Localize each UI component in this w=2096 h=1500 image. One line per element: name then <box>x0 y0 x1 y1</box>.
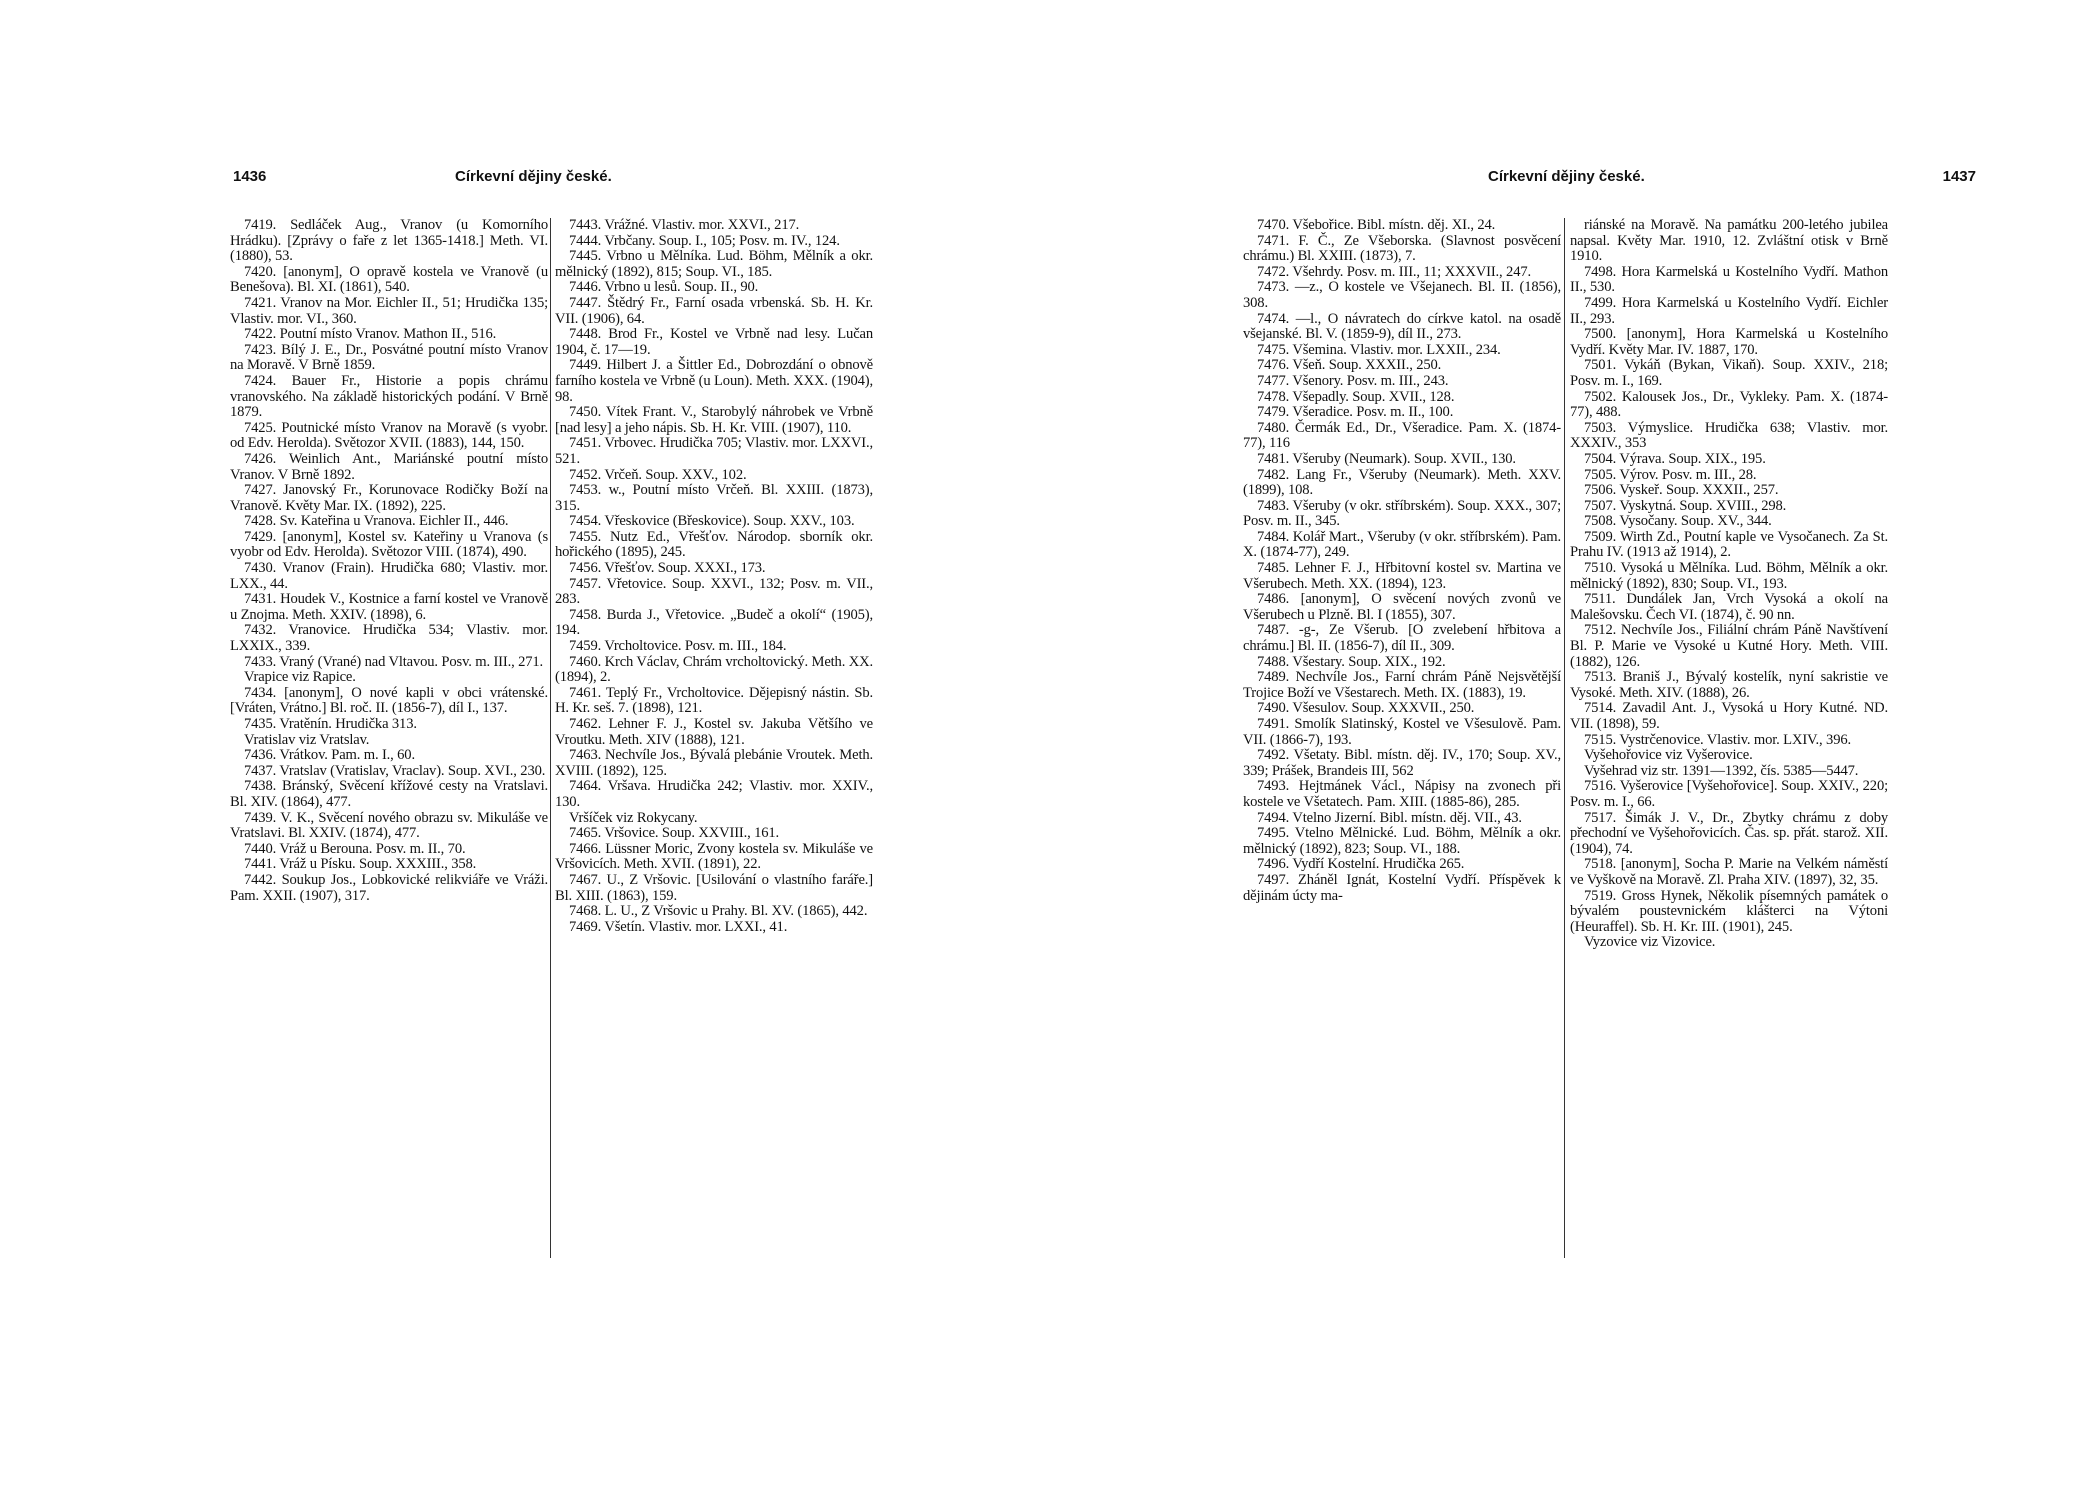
bibliography-entry: 7497. Zháněl Ignát, Kostelní Vydří. Příspěvek k dějinám úcty ma- <box>1243 871 1561 904</box>
bibliography-entry: 7471. F. Č., Ze Všeborska. (Slavnost posvěcení chrámu.) Bl. XXIII. (1873), 7. <box>1243 232 1561 265</box>
bibliography-entry: 7431. Houdek V., Kostnice a farní kostel ve Vranově u Znojma. Meth. XXIV. (1898), 6. <box>230 591 548 623</box>
bibliography-entry: 7475. Všemina. Vlastiv. mor. LXXII., 234. <box>1257 341 1501 358</box>
bibliography-entry: 7501. Vykáň (Bykan, Vikaň). Soup. XXIV., 218; Posv. m. I., 169. <box>1570 357 1888 389</box>
bibliography-entry: 7448. Brod Fr., Kostel ve Vrbně nad lesy. Lučan 1904, č. 17—19. <box>555 326 873 358</box>
bibliography-entry: 7519. Gross Hynek, Několik písemných památek o bývalém poustevnickém klášterci na Výtoni (Heuraffel). Sb. H. Kr. III. (1901), 245. <box>1570 887 1888 935</box>
bibliography-entry: 7481. Všeruby (Neumark). Soup. XVII., 130. <box>1257 450 1516 467</box>
bibliography-entry: 7451. Vrbovec. Hrudička 705; Vlastiv. mor. LXXVI., 521. <box>555 435 873 467</box>
text-column-2 <box>555 218 873 935</box>
bibliography-entry: 7460. Krch Václav, Chrám vrcholtovický. Meth. XX. (1894), 2. <box>555 653 873 686</box>
bibliography-entry: 7461. Teplý Fr., Vrcholtovice. Dějepisný nástin. Sb. H. Kr. seš. 7. (1898), 121. <box>555 684 873 717</box>
bibliography-entry: 7493. Hejtmánek Václ., Nápisy na zvonech při kostele ve Všetatech. Pam. XIII. (1885-86), 285. <box>1243 778 1561 810</box>
page-number-left: 1436 <box>233 168 267 185</box>
bibliography-entry: 7476. Všeň. Soup. XXXII., 250. <box>1257 357 1442 374</box>
bibliography-entry: 7469. Všetín. Vlastiv. mor. LXXI., 41. <box>569 918 788 935</box>
bibliography-entry: 7485. Lehner F. J., Hřbitovní kostel sv. Martina ve Všerubech. Meth. XX. (1894), 123. <box>1243 560 1561 592</box>
bibliography-entry: 7511. Dundálek Jan, Vrch Vysoká a okolí na Malešovsku. Čech VI. (1874), č. 90 nn. <box>1570 591 1888 623</box>
bibliography-entry: 7500. [anonym], Hora Karmelská u Kostelního Vydří. Květy Mar. IV. 1887, 170. <box>1570 326 1888 358</box>
bibliography-entry: 7430. Vranov (Frain). Hrudička 680; Vlastiv. mor. LXX., 44. <box>230 560 548 592</box>
bibliography-entry: 7466. Lüssner Moric, Zvony kostela sv. Mikuláše ve Vršovicích. Meth. XVII. (1891), 22. <box>555 840 873 873</box>
bibliography-entry: 7470. Všebořice. Bibl. místn. děj. XI., 24. <box>1257 217 1496 233</box>
bibliography-entry: 7517. Šimák J. V., Dr., Zbytky chrámu z doby přechodní ve Vyšehořovicích. Čas. sp. přát. starož. XII. (1904), 74. <box>1570 809 1888 857</box>
bibliography-entry: 7463. Nechvíle Jos., Bývalá plebánie Vroutek. Meth. XVIII. (1892), 125. <box>555 747 873 779</box>
bibliography-entry: 7442. Soukup Jos., Lobkovické relikviáře ve Vráži. Pam. XXII. (1907), 317. <box>230 871 548 904</box>
bibliography-entry: 7504. Výrava. Soup. XIX., 195. <box>1584 450 1766 467</box>
bibliography-entry: 7468. L. U., Z Vršovic u Prahy. Bl. XV. (1865), 442. <box>569 903 868 920</box>
text-column-1 <box>230 218 548 904</box>
bibliography-entry: 7429. [anonym], Kostel sv. Kateřiny u Vranova (s vyobr od Edv. Herolda). Světozor VIII. (1874), 490. <box>230 528 548 561</box>
running-title-left: Církevní dějiny české. <box>455 168 612 185</box>
bibliography-entry: 7492. Všetaty. Bibl. místn. děj. IV., 170; Soup. XV., 339; Prášek, Brandeis III, 562 <box>1243 747 1561 779</box>
bibliography-entry: 7518. [anonym], Socha P. Marie na Velkém náměstí ve Vyškově na Moravě. Zl. Praha XIV. (1897), 32, 35. <box>1570 856 1888 888</box>
bibliography-entry: Vyšehořovice viz Vyšerovice. <box>1584 747 1753 764</box>
bibliography-entry: 7446. Vrbno u lesů. Soup. II., 90. <box>569 279 759 296</box>
bibliography-entry: 7512. Nechvíle Jos., Filiální chrám Páně Navštívení Bl. P. Marie ve Vysoké u Kutné Hory. Meth. VIII. (1882), 126. <box>1570 622 1888 670</box>
bibliography-entry: 7482. Lang Fr., Všeruby (Neumark). Meth. XXV. (1899), 108. <box>1243 466 1561 499</box>
right-page-header <box>1048 168 2096 192</box>
bibliography-entry: 7472. Všehrdy. Posv. m. III., 11; XXXVII., 247. <box>1257 263 1531 280</box>
bibliography-entry: 7502. Kalousek Jos., Dr., Vykleky. Pam. X. (1874-77), 488. <box>1570 388 1888 421</box>
bibliography-entry: 7436. Vrátkov. Pam. m. I., 60. <box>244 747 415 764</box>
bibliography-entry: Vyzovice viz Vizovice. <box>1584 934 1716 951</box>
bibliography-entry: 7433. Vraný (Vrané) nad Vltavou. Posv. m. III., 271. <box>244 653 544 670</box>
column-divider-right <box>1564 218 1565 1258</box>
left-page-header <box>0 168 1048 192</box>
bibliography-entry: 7441. Vráž u Písku. Soup. XXXIII., 358. <box>244 856 477 873</box>
bibliography-entry: 7465. Vršovice. Soup. XXVIII., 161. <box>569 825 780 842</box>
bibliography-entry: 7467. U., Z Vršovic. [Usilování o vlastního faráře.] Bl. XIII. (1863), 159. <box>555 871 873 904</box>
bibliography-entry: Vršíček viz Rokycany. <box>569 809 698 826</box>
bibliography-entry: 7420. [anonym], O opravě kostela ve Vranově (u Benešova). Bl. XI. (1861), 540. <box>230 263 548 296</box>
bibliography-entry: 7498. Hora Karmelská u Kostelního Vydří. Mathon II., 530. <box>1570 263 1888 296</box>
bibliography-entry: Vratislav viz Vratslav. <box>244 731 370 748</box>
bibliography-entry: 7484. Kolář Mart., Všeruby (v okr. stříbrském). Pam. X. (1874-77), 249. <box>1243 528 1561 561</box>
bibliography-entry: 7419. Sedláček Aug., Vranov (u Komorního Hrádku). [Zprávy o faře z let 1365-1418.] Meth. VI. (1880), 53. <box>230 217 548 265</box>
bibliography-entry: 7459. Vrcholtovice. Posv. m. III., 184. <box>569 638 787 655</box>
bibliography-entry: 7428. Sv. Kateřina u Vranova. Eichler II., 446. <box>244 513 509 530</box>
bibliography-entry: 7423. Bílý J. E., Dr., Posvátné poutní místo Vranov na Moravě. V Brně 1859. <box>230 341 548 374</box>
bibliography-entry: 7456. Vřešťov. Soup. XXXI., 173. <box>569 560 766 577</box>
bibliography-entry: 7478. Všepadly. Soup. XVII., 128. <box>1257 388 1455 405</box>
bibliography-entry: 7427. Janovský Fr., Korunovace Rodičky Boží na Vranově. Květy Mar. IX. (1892), 225. <box>230 482 548 514</box>
bibliography-entry: 7490. Všesulov. Soup. XXXVII., 250. <box>1257 700 1475 717</box>
bibliography-entry: 7505. Výrov. Posv. m. III., 28. <box>1584 466 1757 483</box>
text-column-3 <box>1243 218 1561 904</box>
bibliography-entry: 7422. Poutní místo Vranov. Mathon II., 516. <box>244 326 497 343</box>
bibliography-entry: 7434. [anonym], O nové kapli v obci vrátenské. [Vráten, Vrátno.] Bl. roč. II. (1856-7), díl I., 137. <box>230 684 548 717</box>
bibliography-entry: 7447. Štědrý Fr., Farní osada vrbenská. Sb. H. Kr. VII. (1906), 64. <box>555 294 873 327</box>
bibliography-entry: 7453. w., Poutní místo Vrčeň. Bl. XXIII. (1873), 315. <box>555 482 873 514</box>
bibliography-entry: 7514. Zavadil Ant. J., Vysoká u Hory Kutné. ND. VII. (1898), 59. <box>1570 700 1888 732</box>
bibliography-entry: 7452. Vrčeň. Soup. XXV., 102. <box>569 466 747 483</box>
bibliography-entry: 7445. Vrbno u Mělníka. Lud. Böhm, Mělník a okr. mělnický (1892), 815; Soup. VI., 185. <box>555 248 873 280</box>
bibliography-entry: 7483. Všeruby (v okr. stříbrském). Soup. XXX., 307; Posv. m. II., 345. <box>1243 497 1561 530</box>
bibliography-entry: Vyšehrad viz str. 1391—1392, čís. 5385—5447. <box>1584 762 1859 779</box>
bibliography-entry: 7458. Burda J., Vřetovice. „Budeč a okolí“ (1905), 194. <box>555 606 873 639</box>
bibliography-entry: 7457. Vřetovice. Soup. XXVI., 132; Posv. m. VII., 283. <box>555 575 873 608</box>
bibliography-entry: 7464. Vršava. Hrudička 242; Vlastiv. mor. XXIV., 130. <box>555 778 873 810</box>
bibliography-entry: 7462. Lehner F. J., Kostel sv. Jakuba Většího ve Vroutku. Meth. XIV (1888), 121. <box>555 716 873 748</box>
bibliography-entry: 7443. Vrážné. Vlastiv. mor. XXVI., 217. <box>569 217 800 233</box>
bibliography-entry: 7506. Vyskeř. Soup. XXXII., 257. <box>1584 482 1779 499</box>
bibliography-entry: 7439. V. K., Svěcení nového obrazu sv. Mikuláše ve Vratslavi. Bl. XXIV. (1874), 477. <box>230 809 548 842</box>
bibliography-entry: 7503. Výmyslice. Hrudička 638; Vlastiv. mor. XXXIV., 353 <box>1570 419 1888 452</box>
bibliography-entry: 7449. Hilbert J. a Šittler Ed., Dobrozdání o obnově farního kostela ve Vrbně (u Loun). Meth. XXX. (1904), 98. <box>555 357 873 405</box>
bibliography-entry: 7509. Wirth Zd., Poutní kaple ve Vysočanech. Za St. Prahu IV. (1913 až 1914), 2. <box>1570 528 1888 561</box>
bibliography-entry: 7480. Čermák Ed., Dr., Všeradice. Pam. X. (1874-77), 116 <box>1243 419 1561 452</box>
bibliography-entry: 7435. Vratěnín. Hrudička 313. <box>244 716 417 732</box>
bibliography-entry: 7495. Vtelno Mělnické. Lud. Böhm, Mělník a okr. mělnický (1892), 823; Soup. VI., 188. <box>1243 825 1561 857</box>
bibliography-entry: 7487. -g-, Ze Všerub. [O zvelebení hřbitova a chrámu.] Bl. II. (1856-7), díl II., 309. <box>1243 622 1561 655</box>
bibliography-entry: riánské na Moravě. Na památku 200-letého jubilea napsal. Květy Mar. 1910, 12. Zvláštní otisk v Brně 1910. <box>1570 217 1888 265</box>
bibliography-entry: 7454. Vřeskovice (Břeskovice). Soup. XXV., 103. <box>569 513 855 530</box>
bibliography-entry: 7507. Vyskytná. Soup. XVIII., 298. <box>1584 497 1787 514</box>
bibliography-entry: Vrapice viz Rapice. <box>244 669 356 686</box>
bibliography-entry: 7438. Bránský, Svěcení křížové cesty na Vratslavi. Bl. XIV. (1864), 477. <box>230 778 548 810</box>
bibliography-entry: 7426. Weinlich Ant., Mariánské poutní místo Vranov. V Brně 1892. <box>230 450 548 483</box>
running-title-right: Církevní dějiny české. <box>1488 168 1645 185</box>
bibliography-entry: 7437. Vratslav (Vratislav, Vraclav). Soup. XVI., 230. <box>244 762 546 779</box>
bibliography-entry: 7474. —l., O návratech do církve katol. na osadě všejanské. Bl. V. (1859-9), díl II., 273. <box>1243 310 1561 343</box>
bibliography-entry: 7513. Braniš J., Bývalý kostelík, nyní sakristie ve Vysoké. Meth. XIV. (1888), 26. <box>1570 669 1888 701</box>
bibliography-entry: 7425. Poutnické místo Vranov na Moravě (s vyobr. od Edv. Herolda). Světozor XVII. (1883), 144, 150. <box>230 419 548 452</box>
text-column-4 <box>1570 218 1888 951</box>
bibliography-entry: 7486. [anonym], O svěcení nových zvonů ve Všerubech u Plzně. Bl. I (1855), 307. <box>1243 591 1561 623</box>
bibliography-entry: 7489. Nechvíle Jos., Farní chrám Páně Nejsvětější Trojice Boží ve Všestarech. Meth. IX. (1883), 19. <box>1243 669 1561 701</box>
bibliography-entry: 7432. Vranovice. Hrudička 534; Vlastiv. mor. LXXIX., 339. <box>230 622 548 655</box>
bibliography-entry: 7477. Všenory. Posv. m. III., 243. <box>1257 372 1449 389</box>
bibliography-entry: 7421. Vranov na Mor. Eichler II., 51; Hrudička 135; Vlastiv. mor. VI., 360. <box>230 294 548 327</box>
bibliography-entry: 7494. Vtelno Jizerní. Bibl. místn. děj. VII., 43. <box>1257 809 1522 826</box>
bibliography-entry: 7499. Hora Karmelská u Kostelního Vydří. Eichler II., 293. <box>1570 294 1888 327</box>
bibliography-entry: 7455. Nutz Ed., Vřešťov. Národop. sborník okr. hořického (1895), 245. <box>555 528 873 561</box>
bibliography-entry: 7444. Vrbčany. Soup. I., 105; Posv. m. IV., 124. <box>569 232 840 249</box>
bibliography-entry: 7496. Vydří Kostelní. Hrudička 265. <box>1257 856 1465 873</box>
bibliography-entry: 7491. Smolík Slatinský, Kostel ve Všesulově. Pam. VII. (1866-7), 193. <box>1243 716 1561 748</box>
bibliography-entry: 7516. Vyšerovice [Vyšehořovice]. Soup. XXIV., 220; Posv. m. I., 66. <box>1570 778 1888 810</box>
bibliography-entry: 7488. Všestary. Soup. XIX., 192. <box>1257 653 1446 670</box>
bibliography-entry: 7473. —z., O kostele ve Všejanech. Bl. II. (1856), 308. <box>1243 279 1561 311</box>
bibliography-entry: 7515. Vystrčenovice. Vlastiv. mor. LXIV., 396. <box>1584 731 1851 748</box>
bibliography-entry: 7508. Vysočany. Soup. XV., 344. <box>1584 513 1772 530</box>
page-number-right: 1437 <box>1942 168 1976 185</box>
column-divider-left <box>550 218 551 1258</box>
bibliography-entry: 7440. Vráž u Berouna. Posv. m. II., 70. <box>244 840 466 857</box>
bibliography-entry: 7450. Vítek Frant. V., Starobylý náhrobek ve Vrbně [nad lesy] a jeho nápis. Sb. H. Kr. VIII. (1907), 110. <box>555 404 873 436</box>
bibliography-entry: 7424. Bauer Fr., Historie a popis chrámu vranovského. Na základě historických podání. V Brně 1879. <box>230 372 548 421</box>
bibliography-entry: 7510. Vysoká u Mělníka. Lud. Böhm, Mělník a okr. mělnický (1892), 830; Soup. VI., 193. <box>1570 560 1888 592</box>
bibliography-entry: 7479. Všeradice. Posv. m. II., 100. <box>1257 404 1454 421</box>
